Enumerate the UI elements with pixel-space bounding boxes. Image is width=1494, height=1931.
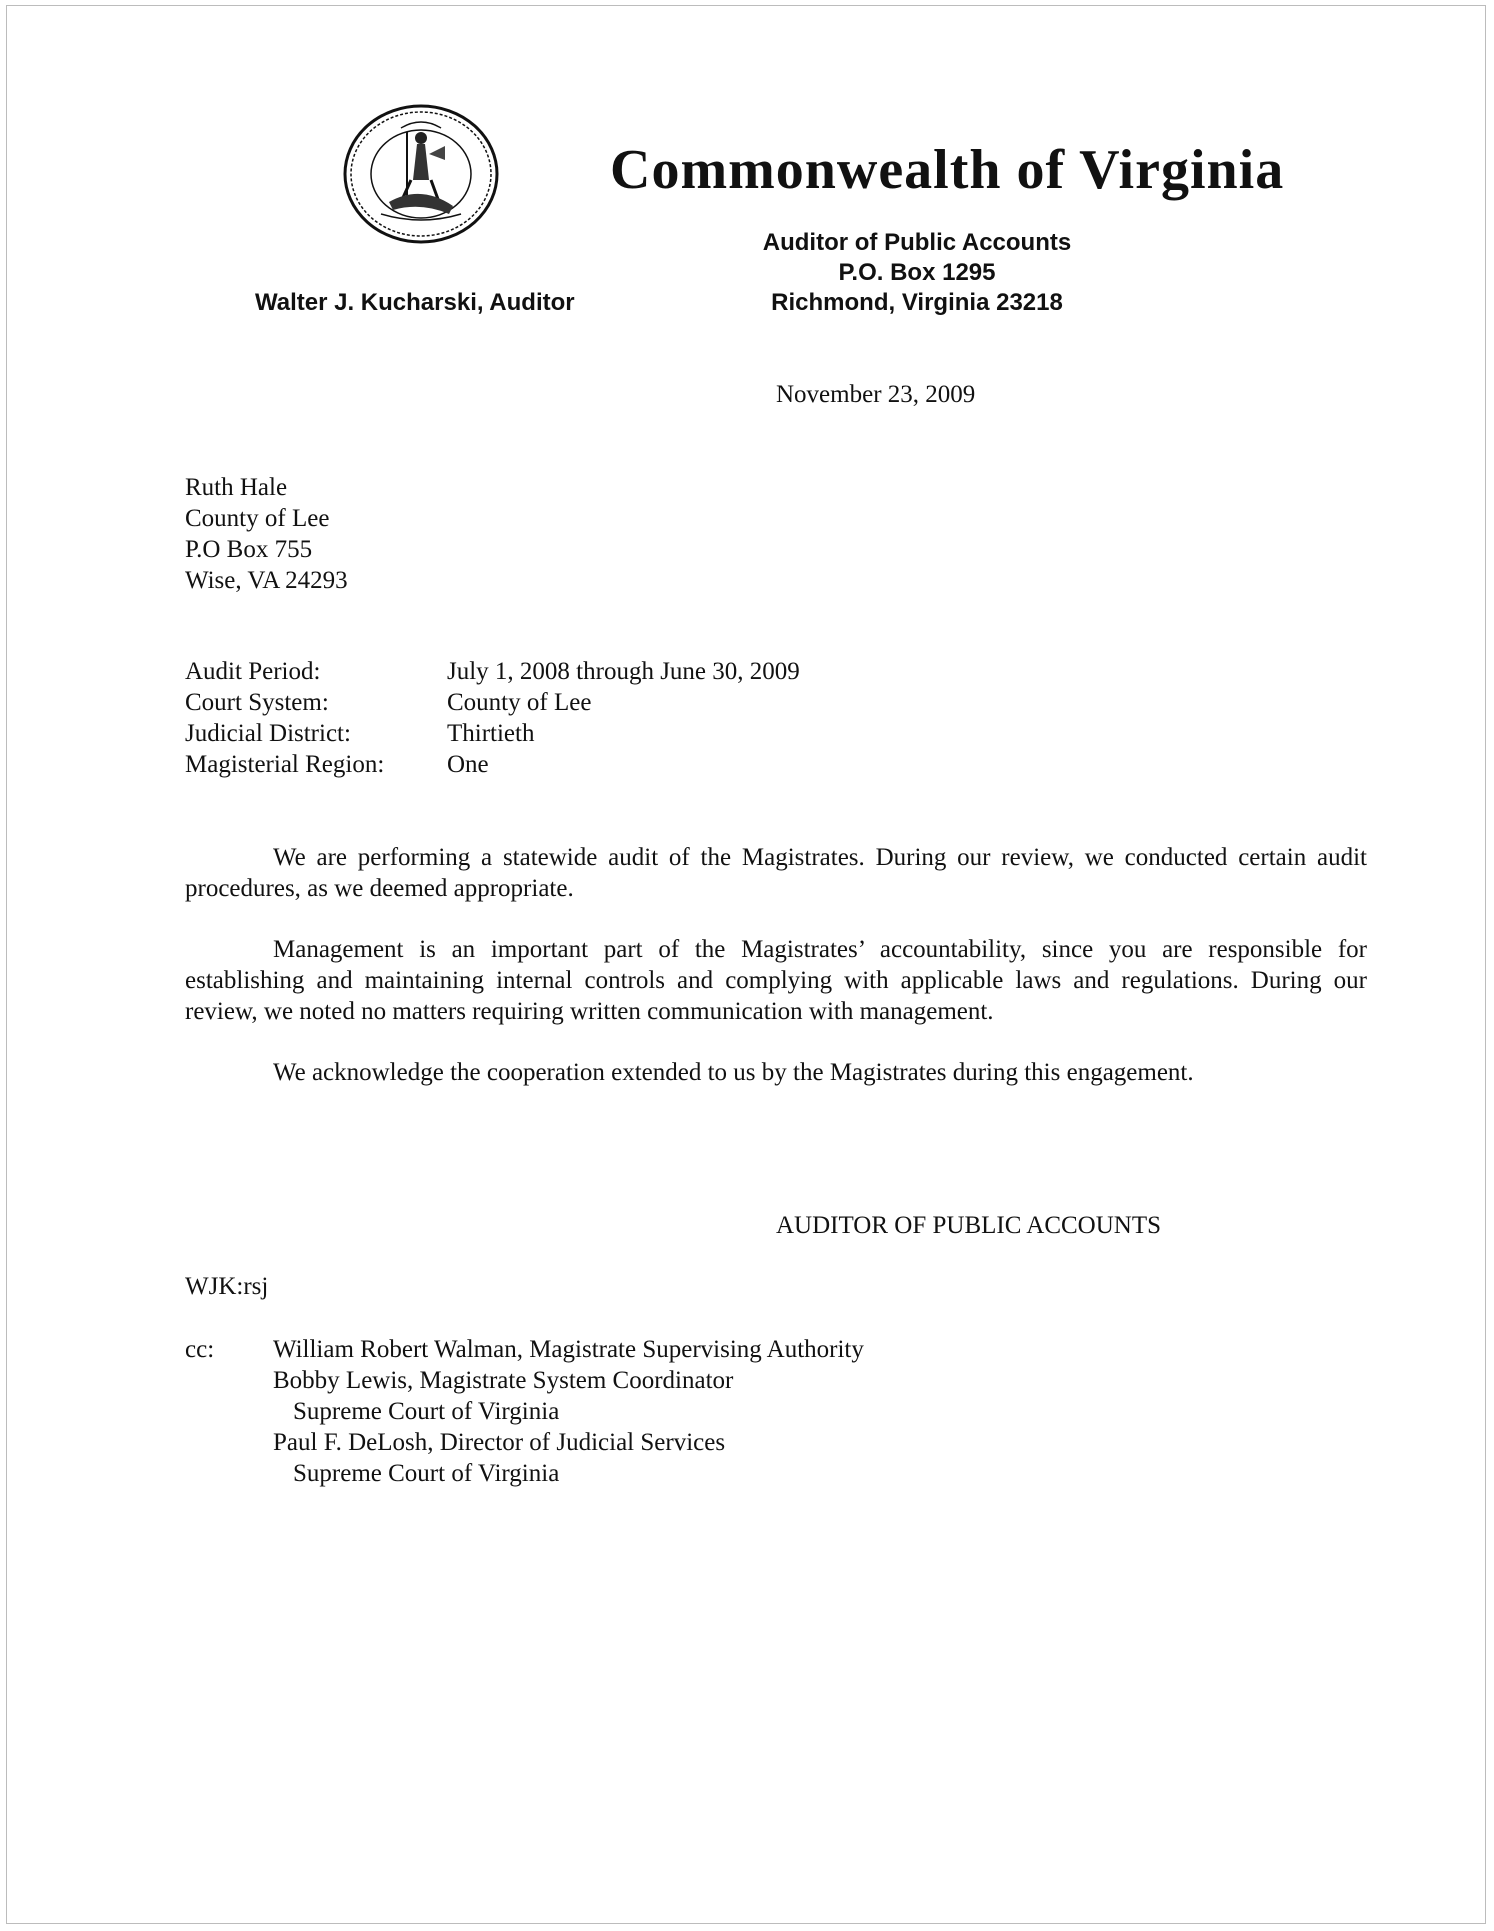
- letter-page: [6, 5, 1486, 1924]
- letterhead-title: Commonwealth of Virginia: [610, 139, 1285, 201]
- virginia-state-seal-icon: [341, 102, 501, 246]
- audit-info-value: Thirtieth: [447, 720, 535, 747]
- body-paragraph: Management is an important part of the Magistrates’ accountability, since you are responsible for establishing and maintaining internal controls and complying with applicable laws and regulations. During our review, we noted no matters requiring written communication with management.: [185, 936, 1367, 1025]
- cc-recipient: William Robert Walman, Magistrate Supervising Authority: [273, 1336, 864, 1363]
- auditor-name: Walter J. Kucharski, Auditor: [255, 289, 575, 316]
- audit-info-table: [185, 656, 800, 780]
- recipient-line: P.O Box 755: [185, 536, 313, 563]
- audit-info-label: Audit Period:: [185, 658, 321, 685]
- audit-info-value: July 1, 2008 through June 30, 2009: [447, 658, 800, 685]
- agency-line: Auditor of Public Accounts: [762, 229, 1072, 256]
- recipient-line: County of Lee: [185, 505, 330, 532]
- cc-label: cc:: [185, 1336, 215, 1363]
- audit-info-value: County of Lee: [447, 689, 592, 716]
- agency-line: P.O. Box 1295: [838, 259, 996, 286]
- recipient-line: Wise, VA 24293: [185, 567, 348, 594]
- audit-info-label: Judicial District:: [185, 720, 351, 747]
- audit-info-row: [185, 656, 800, 687]
- letter-body: [185, 842, 1367, 1118]
- audit-info-label: Magisterial Region:: [185, 751, 385, 778]
- signature-block: AUDITOR OF PUBLIC ACCOUNTS: [776, 1212, 1162, 1239]
- agency-line: Richmond, Virginia 23218: [771, 289, 1063, 316]
- recipient-line: Ruth Hale: [185, 474, 288, 501]
- agency-address: [747, 228, 1087, 318]
- body-paragraph: We are performing a statewide audit of the Magistrates. During our review, we conducted certain audit procedures, as we deemed appropriate.: [185, 844, 1367, 902]
- cc-recipient: Bobby Lewis, Magistrate System Coordinator: [273, 1367, 734, 1394]
- audit-info-row: [185, 749, 800, 780]
- audit-info-label: Court System:: [185, 689, 329, 716]
- audit-info-row: [185, 687, 800, 718]
- cc-recipient-affiliation: Supreme Court of Virginia: [293, 1460, 560, 1487]
- body-paragraph: We acknowledge the cooperation extended to us by the Magistrates during this engagement.: [273, 1059, 1194, 1086]
- audit-info-row: [185, 718, 800, 749]
- cc-recipient-affiliation: Supreme Court of Virginia: [293, 1398, 560, 1425]
- cc-recipients: [273, 1334, 864, 1489]
- letter-date: November 23, 2009: [776, 381, 976, 408]
- reference-initials: WJK:rsj: [185, 1273, 269, 1300]
- recipient-address: [185, 472, 348, 596]
- audit-info-value: One: [447, 751, 489, 778]
- cc-recipient: Paul F. DeLosh, Director of Judicial Services: [273, 1429, 726, 1456]
